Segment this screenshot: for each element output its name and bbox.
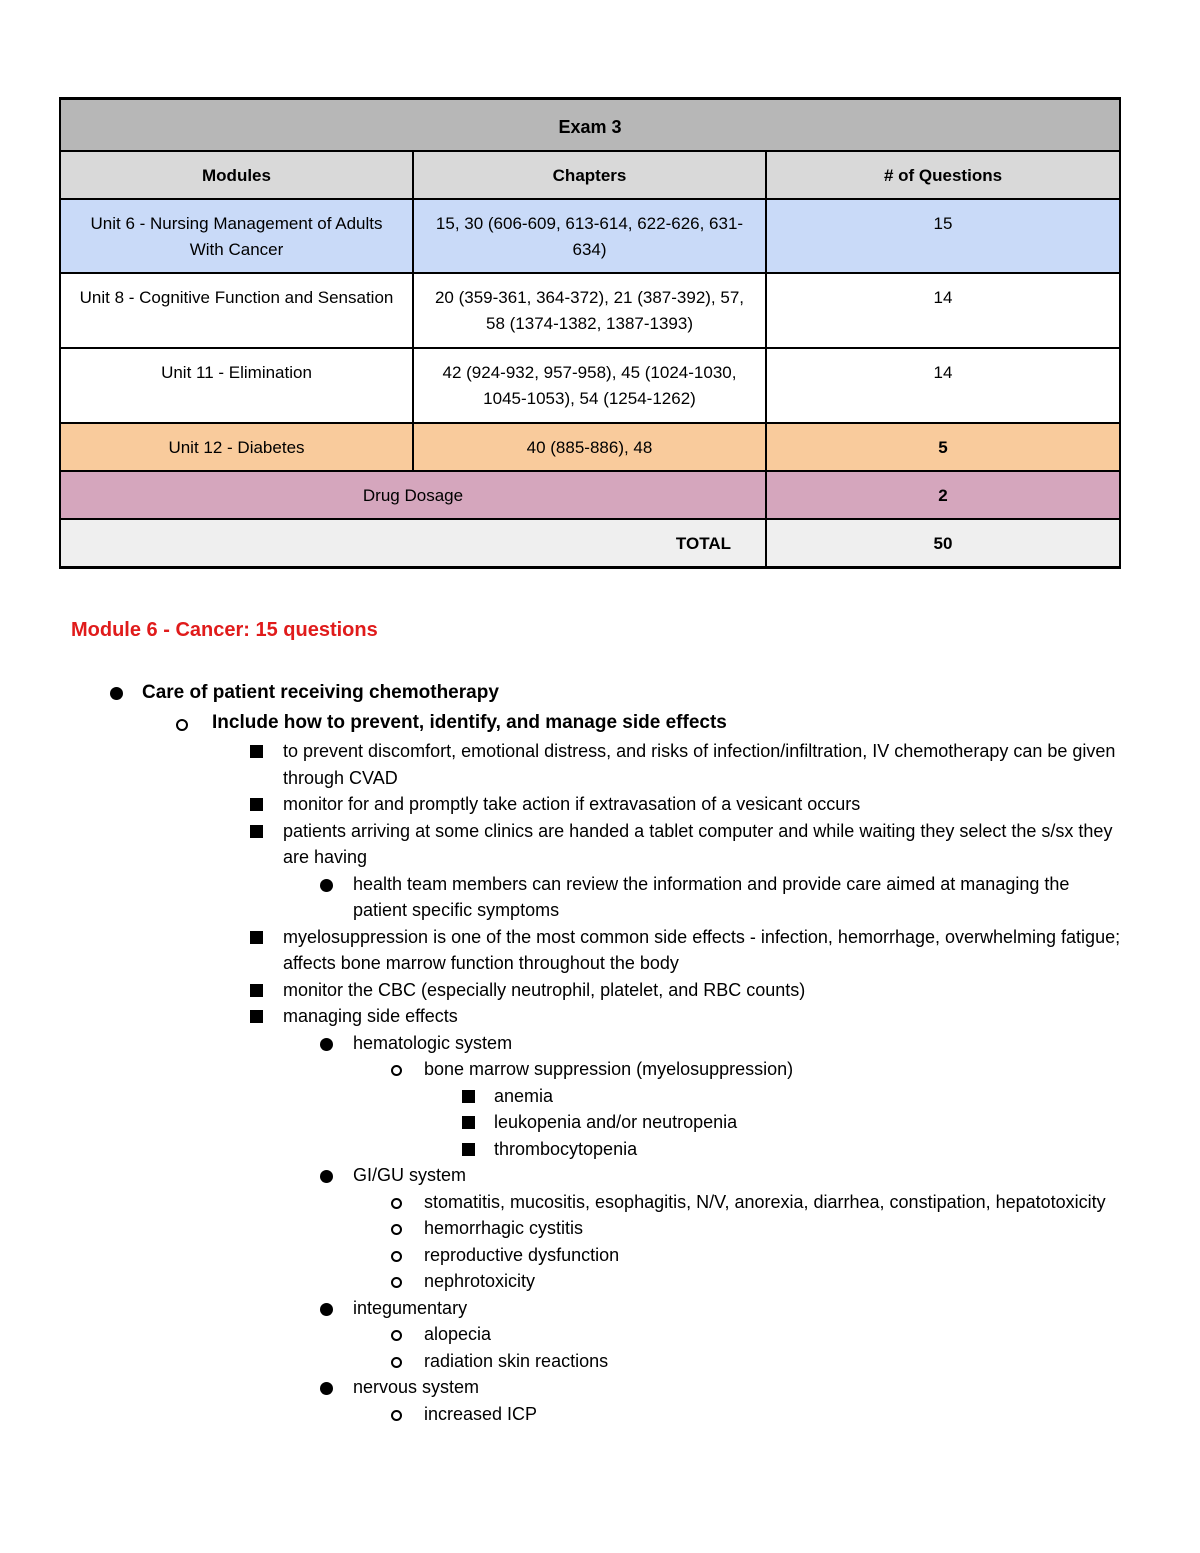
outline-item-text: reproductive dysfunction	[424, 1244, 620, 1265]
drug-dosage-questions: 2	[766, 471, 1120, 519]
filled-square-bullet	[462, 1116, 475, 1129]
module-cell: Unit 11 - Elimination	[60, 348, 413, 423]
filled-circle-bullet	[320, 1038, 333, 1051]
outline-item-level-5	[0, 1215, 1200, 1242]
column-header-chapters: Chapters	[413, 151, 766, 199]
table-title: Exam 3	[60, 99, 1120, 151]
section-heading: Module 6 - Cancer: 15 questions	[71, 619, 378, 641]
filled-circle-bullet	[320, 1303, 333, 1316]
hollow-circle-bullet	[391, 1330, 402, 1341]
outline-item-text: alopecia	[424, 1324, 492, 1344]
filled-square-bullet	[250, 1010, 263, 1023]
filled-square-bullet	[462, 1143, 475, 1156]
hollow-circle-bullet	[391, 1277, 402, 1288]
outline-item-text: monitor the CBC (especially neutrophil, platelet, and RBC counts)	[283, 979, 806, 1000]
filled-circle-bullet	[320, 1170, 333, 1183]
outline-item-text: nervous system	[353, 1377, 480, 1397]
filled-square-bullet	[250, 745, 263, 758]
outline-item-level-5	[0, 1056, 1200, 1083]
outline-item-text: monitor for and promptly take action if extravasation of a vesicant occurs	[283, 794, 861, 814]
outline-item-text: myelosuppression is one of the most common side effects - infection, hemorrhage, overwhelming fatigue; affects bone marrow function throughout the body	[283, 926, 1121, 973]
outline-item-level-4	[0, 1295, 1200, 1322]
module-cell: Unit 6 - Nursing Management of Adults With Cancer	[60, 199, 413, 273]
outline-item-text: to prevent discomfort, emotional distress, and risks of infection/infiltration, IV chemotherapy can be given through CVAD	[283, 741, 1116, 788]
outline-item-level-5	[0, 1189, 1200, 1216]
module-cell: Unit 12 - Diabetes	[60, 423, 413, 471]
module-cell: Unit 8 - Cognitive Function and Sensation	[60, 273, 413, 348]
outline-item-level-5	[0, 1401, 1200, 1428]
hollow-circle-bullet	[391, 1224, 402, 1235]
outline-item-level-6	[0, 1109, 1200, 1136]
chapters-cell: 40 (885-886), 48	[413, 423, 766, 471]
outline-item-text: nephrotoxicity	[424, 1271, 536, 1291]
table-header-row	[60, 151, 1120, 199]
filled-square-bullet	[250, 798, 263, 811]
table-title-row	[60, 99, 1120, 151]
outline-item-level-5	[0, 1321, 1200, 1348]
outline-item-text: patients arriving at some clinics are handed a tablet computer and while waiting they select the s/sx they are having	[283, 820, 1113, 867]
outline-item-level-3	[0, 791, 1200, 818]
outline-item-text: managing side effects	[283, 1006, 458, 1026]
questions-cell: 5	[766, 423, 1120, 471]
outline-item-level-1	[0, 678, 1200, 708]
table-row	[60, 348, 1120, 423]
column-header-modules: Modules	[60, 151, 413, 199]
filled-circle-bullet	[320, 879, 333, 892]
table-row	[60, 423, 1120, 471]
filled-circle-bullet	[110, 687, 123, 700]
chapters-cell: 42 (924-932, 957-958), 45 (1024-1030, 1045-1053), 54 (1254-1262)	[413, 348, 766, 423]
exam-table	[59, 97, 1121, 569]
outline-item-level-4	[0, 1162, 1200, 1189]
hollow-circle-bullet	[391, 1065, 402, 1076]
outline-item-level-4	[0, 1030, 1200, 1057]
outline-item-text: leukopenia and/or neutropenia	[494, 1112, 738, 1132]
outline-item-level-4	[0, 1374, 1200, 1401]
outline-item-text: increased ICP	[424, 1403, 538, 1424]
outline-item-text: Care of patient receiving chemotherapy	[142, 682, 499, 703]
questions-cell: 15	[766, 199, 1120, 273]
outline-item-text: bone marrow suppression (myelosuppression)	[424, 1059, 794, 1079]
filled-square-bullet	[250, 931, 263, 944]
outline-item-level-3	[0, 738, 1200, 791]
outline-item-text: thrombocytopenia	[494, 1138, 638, 1159]
filled-square-bullet	[250, 984, 263, 997]
total-questions: 50	[766, 519, 1120, 568]
hollow-circle-bullet	[391, 1357, 402, 1368]
notes-outline	[0, 678, 1200, 1427]
hollow-circle-bullet	[176, 719, 188, 731]
outline-item-level-3	[0, 1003, 1200, 1030]
outline-item-level-4	[0, 871, 1200, 924]
chapters-cell: 20 (359-361, 364-372), 21 (387-392), 57, 58 (1374-1382, 1387-1393)	[413, 273, 766, 348]
outline-item-text: anemia	[494, 1085, 554, 1106]
hollow-circle-bullet	[391, 1410, 402, 1421]
outline-item-level-3	[0, 818, 1200, 871]
drug-dosage-row	[60, 471, 1120, 519]
outline-item-text: stomatitis, mucositis, esophagitis, N/V, anorexia, diarrhea, constipation, hepatotoxicity	[424, 1191, 1106, 1212]
outline-item-text: GI/GU system	[353, 1165, 467, 1185]
drug-dosage-label: Drug Dosage	[60, 471, 766, 519]
outline-item-level-6	[0, 1136, 1200, 1163]
hollow-circle-bullet	[391, 1251, 402, 1262]
filled-square-bullet	[250, 825, 263, 838]
outline-item-text: radiation skin reactions	[424, 1350, 609, 1371]
outline-item-text: health team members can review the information and provide care aimed at managing the patient specific symptoms	[353, 873, 1070, 920]
chapters-cell: 15, 30 (606-609, 613-614, 622-626, 631-634)	[413, 199, 766, 273]
outline-item-level-6	[0, 1083, 1200, 1110]
table-row	[60, 199, 1120, 273]
filled-square-bullet	[462, 1090, 475, 1103]
outline-item-text: Include how to prevent, identify, and manage side effects	[212, 712, 727, 733]
questions-cell: 14	[766, 273, 1120, 348]
outline-item-level-2	[0, 708, 1200, 738]
hollow-circle-bullet	[391, 1198, 402, 1209]
outline-item-level-5	[0, 1242, 1200, 1269]
total-label: TOTAL	[60, 519, 766, 568]
questions-cell: 14	[766, 348, 1120, 423]
filled-circle-bullet	[320, 1382, 333, 1395]
total-row	[60, 519, 1120, 568]
column-header-questions: # of Questions	[766, 151, 1120, 199]
outline-item-level-5	[0, 1268, 1200, 1295]
outline-item-text: hematologic system	[353, 1032, 513, 1053]
outline-item-level-5	[0, 1348, 1200, 1375]
table-row	[60, 273, 1120, 348]
outline-item-text: hemorrhagic cystitis	[424, 1218, 584, 1238]
outline-item-level-3	[0, 977, 1200, 1004]
outline-item-level-3	[0, 924, 1200, 977]
outline-item-text: integumentary	[353, 1297, 468, 1318]
